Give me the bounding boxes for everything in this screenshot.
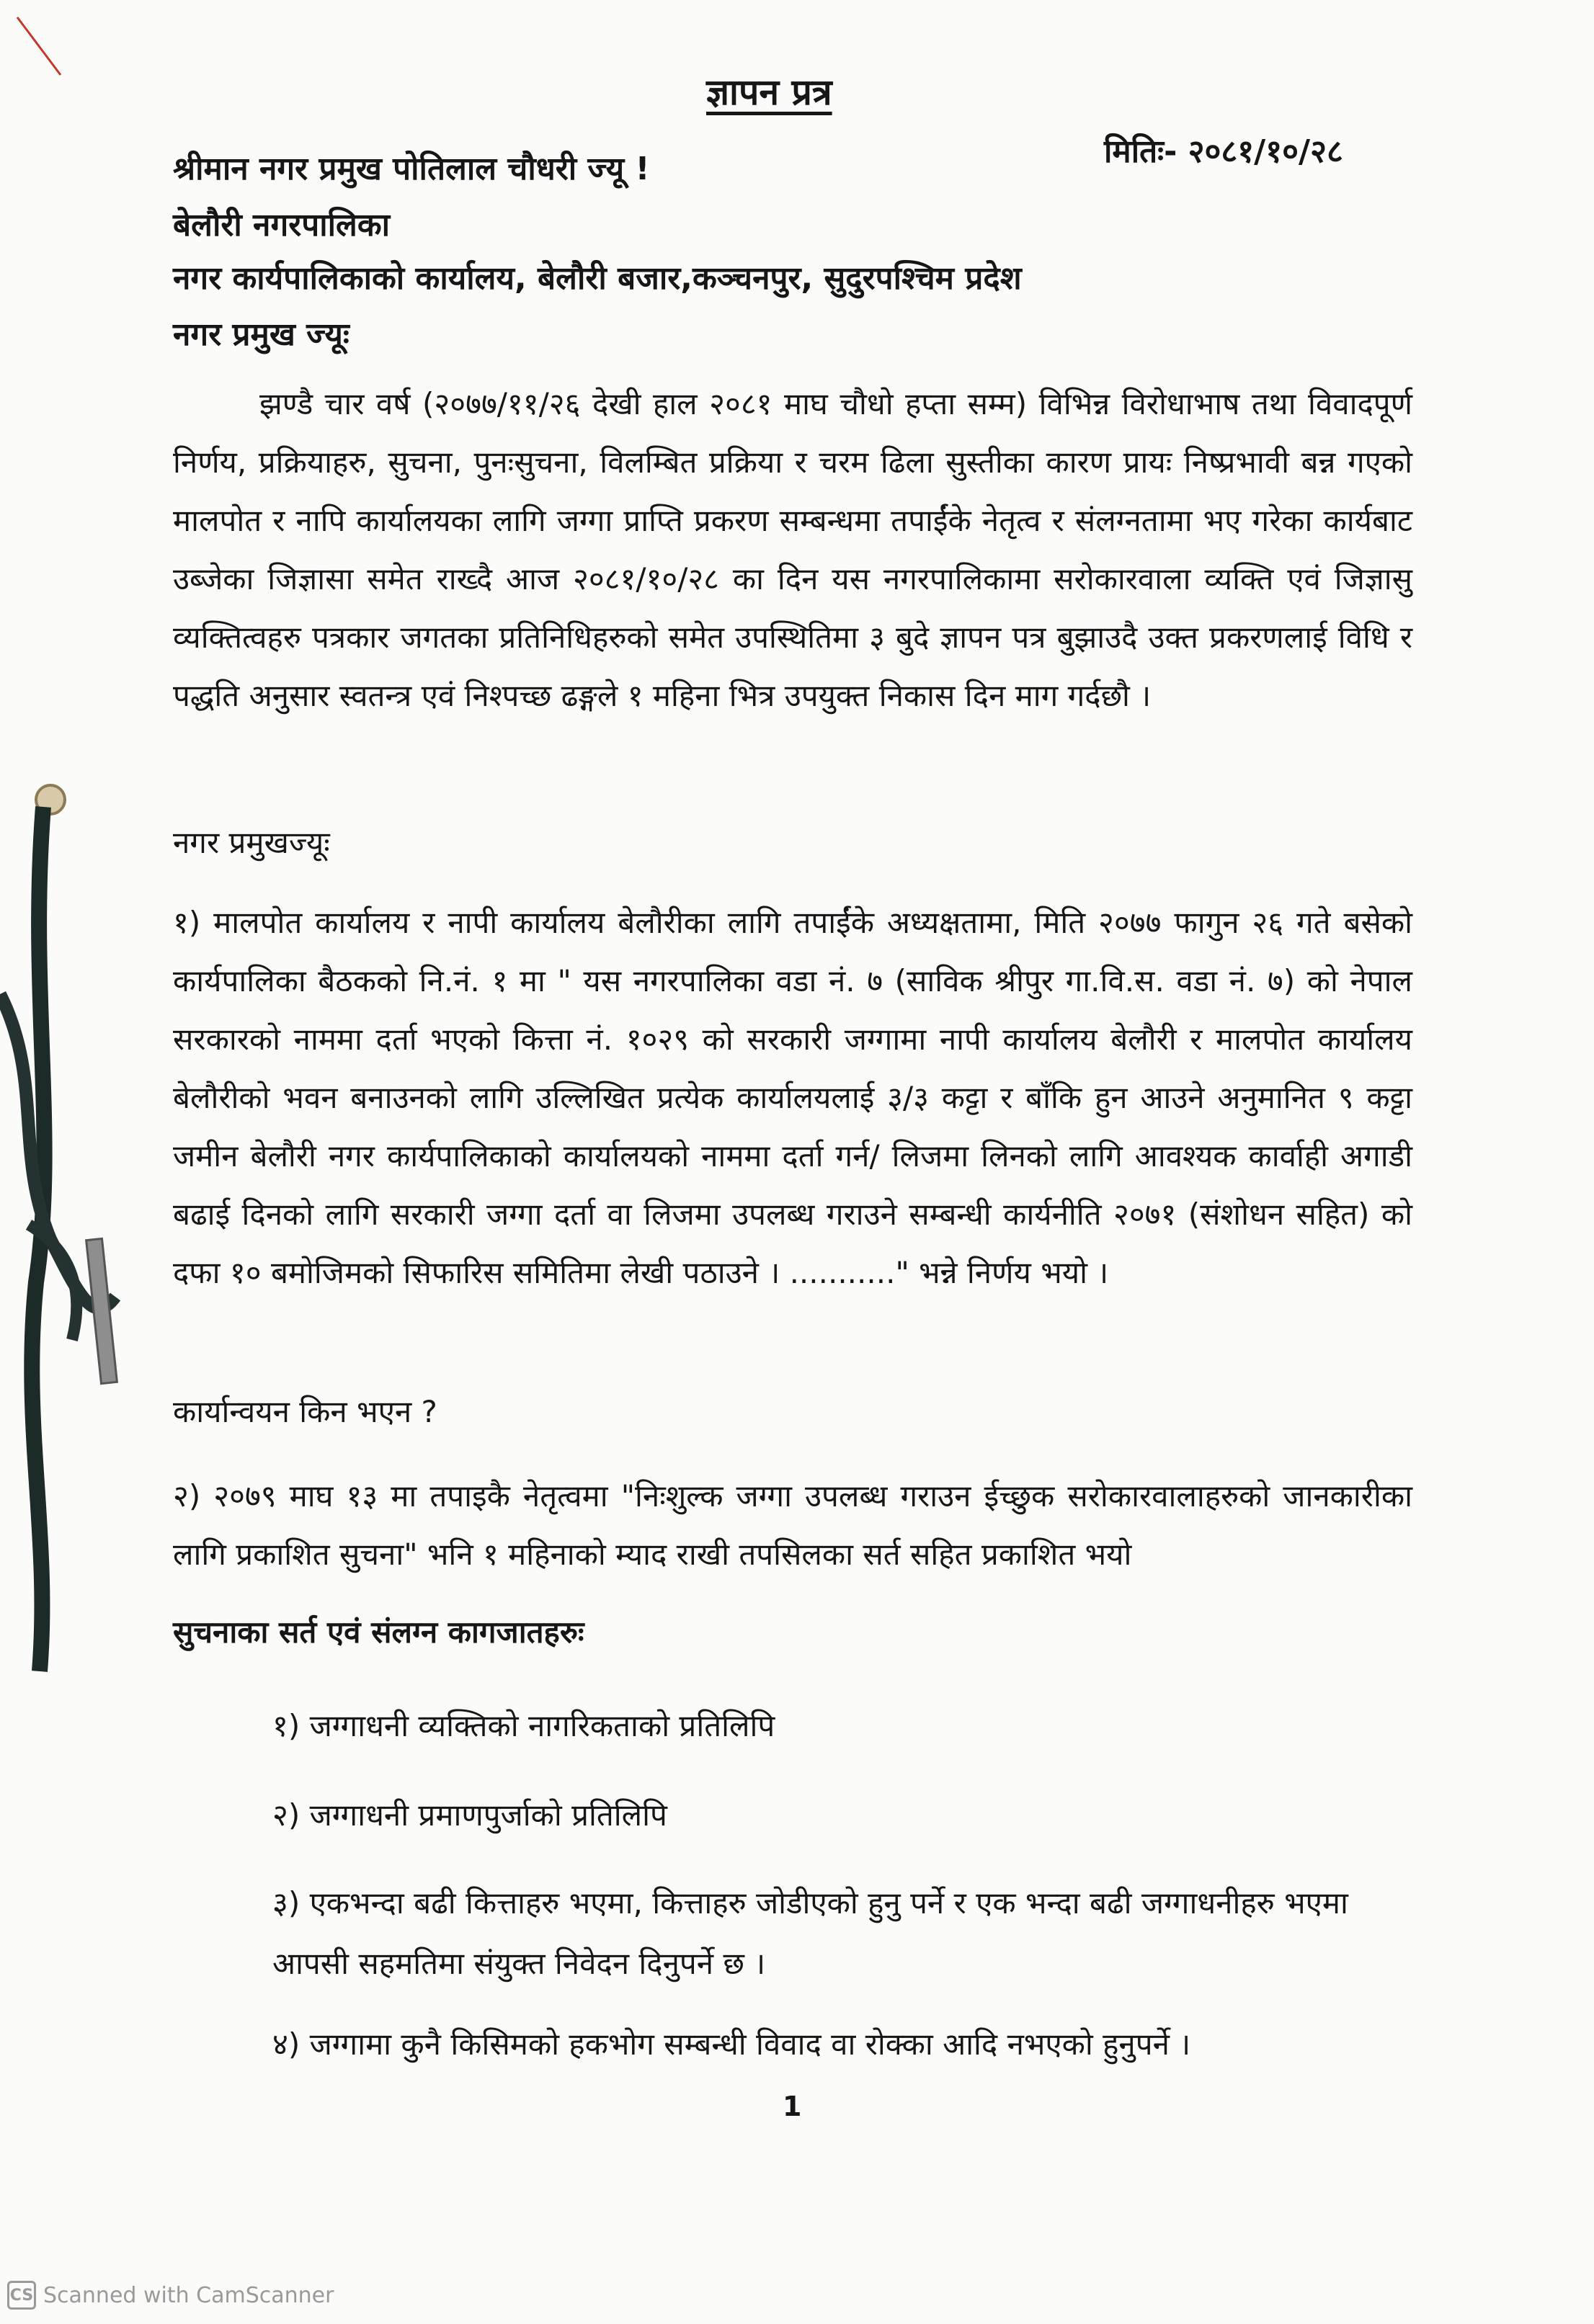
salutation: नगर प्रमुख ज्यूः xyxy=(173,316,349,353)
salutation-2: नगर प्रमुखज्यूः xyxy=(173,825,330,860)
document-title: ज्ञापन प्रत्र xyxy=(706,71,832,113)
question-line: कार्यान्वयन किन भएन ? xyxy=(173,1394,437,1429)
intro-paragraph-block xyxy=(173,375,1412,725)
condition-item: २) जग्गाधनी प्रमाणपुर्जाको प्रतिलिपि xyxy=(272,1797,667,1833)
condition-item: १) जग्गाधनी व्यक्तिको नागरिकताको प्रतिलिपि xyxy=(272,1708,775,1743)
addressee-organization: बेलौरी नगरपालिका xyxy=(173,207,391,243)
camscanner-logo: CS xyxy=(7,2281,36,2310)
conditions-heading: सुचनाका सर्त एवं संलग्न कागजातहरुः xyxy=(173,1614,584,1650)
pen-mark-icon xyxy=(13,13,71,85)
binding-cord-icon xyxy=(0,778,144,1686)
point-1-paragraph: १) मालपोत कार्यालय र नापी कार्यालय बेलौरीका लागि तपाईंके अध्यक्षतामा, मिति २०७७ फागुन २६ गते बसेको कार्यपालिका बैठकको नि.नं. १ मा " यस नगरपालिका वडा नं. ७ (साविक श्रीपुर गा.वि.स. वडा नं. ७) को नेपाल सरकारको नाममा दर्ता भएको कित्ता नं. १०२९ को सरकारी जग्गामा नापी कार्यालय बेलौरी र मालपोत कार्यालय बेलौरीको भवन बनाउनको लागि उल्लिखित प्रत्येक कार्यालयलाई ३/३ कट्टा र बाँकि हुन आउने अनुमानित ९ कट्टा जमीन बेलौरी नगर कार्यपालिकाको कार्यालयको नाममा दर्ता गर्न/ लिजमा लिनको लागि आवश्यक कार्वाही अगाडी बढाई दिनको लागि सरकारी जग्गा दर्ता वा लिजमा उपलब्ध गराउने सम्बन्धी कार्यनीति २०७१ (संशोधन सहित) को दफा १० बमोजिमको सिफारिस समितिमा लेखी पठाउने । ..........." भन्ने निर्णय भयो । xyxy=(173,905,1412,1290)
scanner-footer xyxy=(7,2281,334,2310)
addressee-name: श्रीमान नगर प्रमुख पोतिलाल चौधरी ज्यू ! xyxy=(173,151,650,187)
document-date: मितिः- २०८१/१०/२८ xyxy=(1104,133,1343,170)
condition-item: ३) एकभन्दा बढी कित्ताहरु भएमा, कित्ताहरु जोडीएको हुनु पर्ने र एक भन्दा बढी जग्गाधनीहरु भएमा आपसी सहमतिमा संयुक्त निवेदन दिनुपर्ने छ । xyxy=(272,1885,1348,1981)
point-1-block xyxy=(173,893,1412,1302)
intro-paragraph: झण्डै चार वर्ष (२०७७/११/२६ देखी हाल २०८१ माघ चौधो हप्ता सम्म) विभिन्न विरोधाभाष तथा विवादपूर्ण निर्णय, प्रक्रियाहरु, सुचना, पुनःसुचना, विलम्बित प्रक्रिया र चरम ढिला सुस्तीका कारण प्रायः निष्प्रभावी बन्न गएको मालपोत र नापि कार्यालयका लागि जग्गा प्राप्ति प्रकरण सम्बन्धमा तपाईंके नेतृत्व र संलग्नतामा भए गरेका कार्यबाट उब्जेका जिज्ञासा समेत राख्दै आज २०८१/१०/२८ का दिन यस नगरपालिकामा सरोकारवाला व्यक्ति एवं जिज्ञासु व्यक्तित्वहरु पत्रकार जगतका प्रतिनिधिहरुको समेत उपस्थितिमा ३ बुदे ज्ञापन पत्र बुझाउदै उक्त प्रकरणलाई विधि र पद्धति अनुसार स्वतन्त्र एवं निश्पच्छ ढङ्गले १ महिना भित्र उपयुक्त निकास दिन माग गर्दछौ । xyxy=(173,386,1412,713)
addressee-office: नगर कार्यपालिकाको कार्यालय, बेलौरी बजार,कञ्चनपुर, सुदुरपश्चिम प्रदेश xyxy=(173,260,1022,297)
condition-item: ४) जग्गामा कुनै किसिमको हकभोग सम्बन्धी विवाद वा रोक्का आदि नभएको हुनुपर्ने । xyxy=(272,2026,1191,2062)
page-number: 1 xyxy=(783,2091,802,2122)
point-2-block xyxy=(173,1467,1412,1583)
scanner-footer-text: Scanned with CamScanner xyxy=(43,2282,334,2308)
point-2-paragraph: २) २०७९ माघ १३ मा तपाइकै नेतृत्वमा "निःशुल्क जग्गा उपलब्ध गराउन ईच्छुक सरोकारवालाहरुको जानकारीका लागि प्रकाशित सुचना" भनि १ महिनाको म्याद राखी तपसिलका सर्त सहित प्रकाशित भयो xyxy=(173,1478,1412,1572)
